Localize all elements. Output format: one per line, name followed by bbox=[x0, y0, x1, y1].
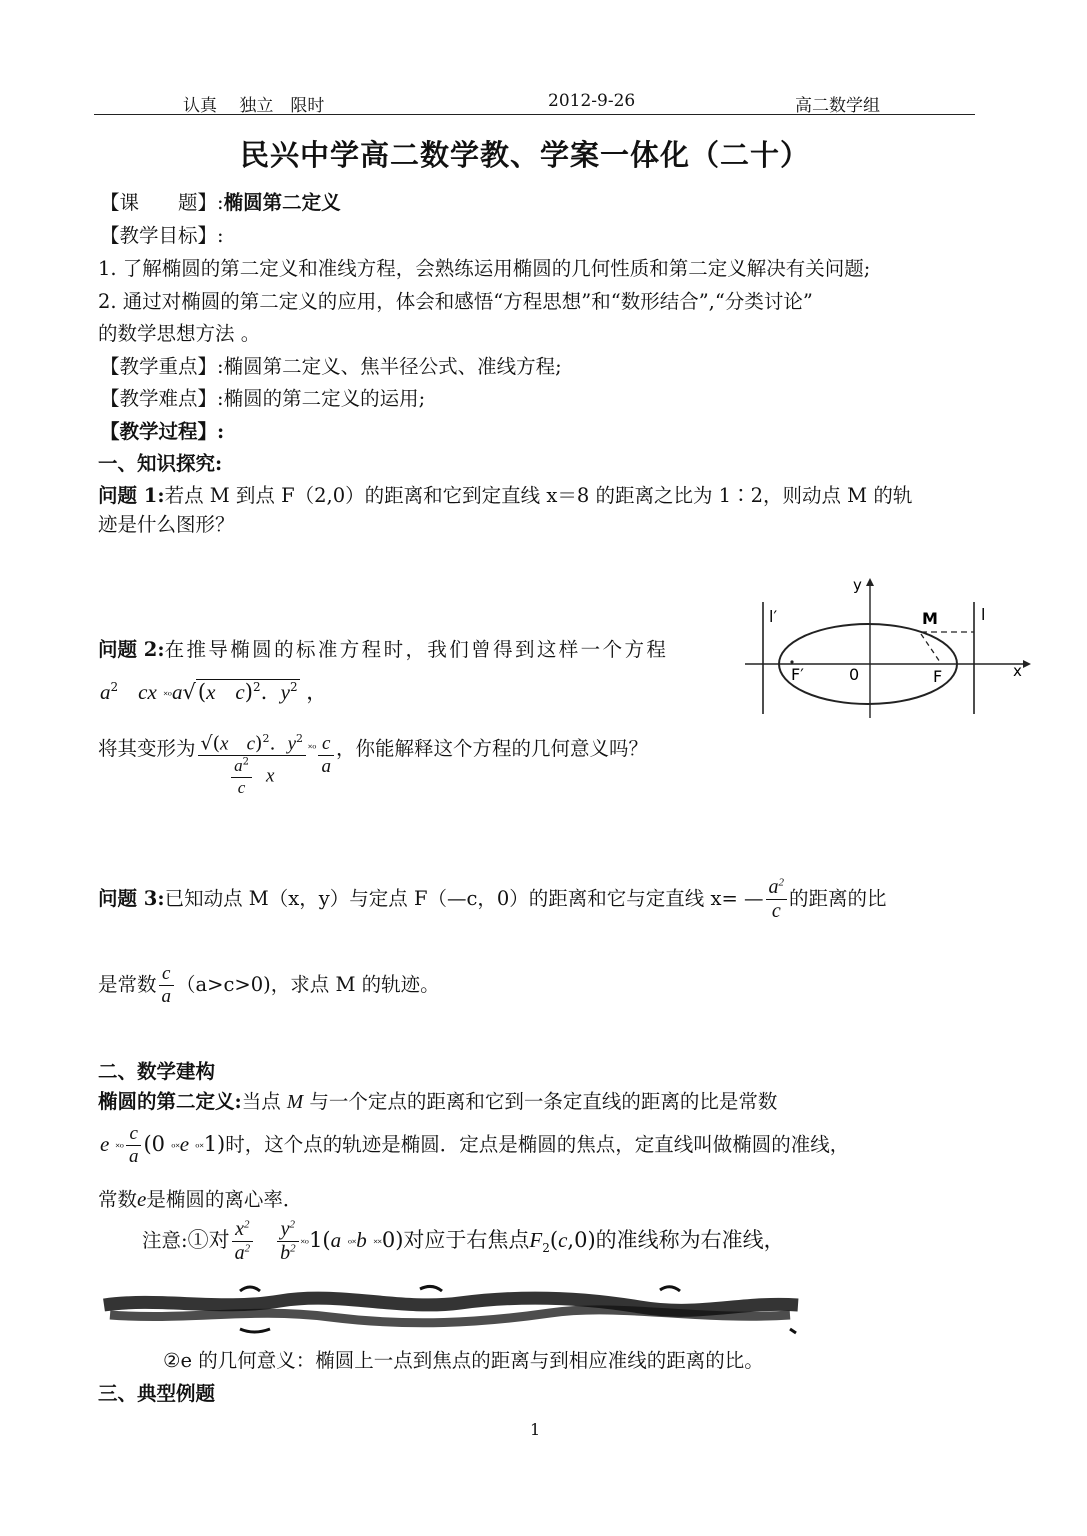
left-focus-point bbox=[790, 660, 793, 663]
section-2-heading: 二、数学建构 bbox=[98, 1060, 216, 1083]
objective-1: 1. 了解椭圆的第二定义和准线方程，会熟练运用椭圆的几何性质和第二定义解决有关问题; bbox=[98, 257, 871, 280]
definition-label: 椭圆的第二定义: bbox=[98, 1090, 242, 1113]
note-item-1-mid: 对应于右焦点 bbox=[403, 1228, 530, 1252]
difficulties-value: 椭圆的第二定义的运用; bbox=[223, 387, 426, 410]
section-1-heading: 一、知识探究: bbox=[98, 452, 223, 475]
x-axis-label: x bbox=[1013, 662, 1022, 680]
definition-line-c: 常数e是椭圆的离心率． bbox=[98, 1187, 303, 1211]
transform-suffix: ，你能解释这个方程的几何意义吗？ bbox=[335, 737, 648, 760]
question-1-text: 若点 M 到点 F（2,0）的距离和它到定直线 x＝8 的距离之比为 1∶2，则动点 M 的轨 bbox=[164, 484, 913, 507]
ratio-c-over-a: $\frac{c}{a}$ bbox=[318, 733, 334, 778]
question-3-text-b: 是常数 bbox=[98, 972, 157, 996]
question-2-line bbox=[98, 634, 668, 662]
definition-text-b: 时，这个点的轨迹是椭圆．定点是椭圆的焦点，定直线叫做椭圆的准线， bbox=[225, 1132, 850, 1156]
question-1-label: 问题 1: bbox=[98, 484, 165, 507]
header-left: 认真 独立 限时 bbox=[183, 96, 325, 116]
right-directrix-label: l bbox=[981, 605, 986, 624]
note-item-2: ②e 的几何意义：椭圆上一点到焦点的距离与到相应准线的距离的比。 bbox=[163, 1349, 764, 1372]
objective-2b: 的数学思想方法 。 bbox=[98, 322, 261, 345]
origin-label: 0 bbox=[849, 665, 860, 684]
c-over-a-fraction: $\frac{c}{a}$ bbox=[159, 963, 175, 1008]
header-right: 高二数学组 bbox=[795, 96, 880, 116]
transform-fraction: √(x c)$^2$. $y^2$ $\frac{a^2}{c}$ x bbox=[198, 733, 307, 797]
x-axis-arrow bbox=[1023, 660, 1031, 668]
difficulties-label: 【教学难点】: bbox=[100, 387, 224, 410]
process-label: 【教学过程】: bbox=[100, 420, 225, 443]
header-rule bbox=[94, 114, 975, 115]
definition-text-c: 常数 bbox=[98, 1188, 138, 1211]
question-2-label: 问题 2: bbox=[98, 638, 165, 661]
topic-label: 【课 题】: bbox=[100, 191, 224, 214]
definition-line-a: 椭圆的第二定义:当点 M 与一个定点的距离和它到一条定直线的距离的比是常数 bbox=[98, 1090, 778, 1113]
section-3-heading: 三、典型例题 bbox=[98, 1382, 216, 1405]
topic-line bbox=[100, 187, 341, 215]
key-points-value: 椭圆第二定义、焦半径公式、准线方程; bbox=[223, 355, 562, 378]
note-line-1: 注意:①对 $\frac{x^2}{a^2}$ $\frac{y^2}{b^2}$ ˟ᵒ1(a ᵒ˟b ˟˟0)对应于右焦点$F_2(c,0)$的准线称为右准线， bbox=[142, 1218, 785, 1264]
objectives-label: 【教学目标】: bbox=[100, 224, 224, 247]
key-points-line bbox=[100, 351, 562, 379]
question-3-label: 问题 3: bbox=[98, 887, 165, 910]
objective-2a: 2. 通过对椭圆的第二定义的应用，体会和感悟“方程思想”和“数形结合”,“分类讨论” bbox=[98, 290, 813, 313]
y-axis-arrow bbox=[866, 578, 874, 586]
transform-line: 将其变形为 √(x c)$^2$. $y^2$ $\frac{a^2}{c}$ x $^{˟ᵒ}$ $\frac{c}{a}$ ，你能解释这个方程的几何意义吗？ bbox=[98, 732, 648, 797]
left-directrix-label: l′ bbox=[769, 607, 778, 626]
key-points-label: 【教学重点】: bbox=[100, 355, 224, 378]
definition-text-a: 当点 bbox=[241, 1090, 281, 1113]
question-1-line-b: 迹是什么图形？ bbox=[98, 513, 235, 536]
point-m-label: M bbox=[922, 609, 938, 628]
question-3-line-b bbox=[98, 963, 440, 1008]
left-focus-label: F′ bbox=[791, 665, 804, 684]
equation-1-tail: ， bbox=[306, 680, 328, 704]
definition-text-a2: 与一个定点的距离和它到一条定直线的距离的比是常数 bbox=[309, 1090, 778, 1113]
equation-1: $a^2$ cx ˟ᵒa√(x c)$^2$. $y^2$ ， bbox=[100, 680, 328, 704]
ellipse-figure bbox=[745, 572, 1035, 722]
definition-line-b: e ˟ᵒ $\frac{c}{a}$ (0 ᵒ˟e ᵒ˟1)时，这个点的轨迹是椭圆．定点是椭圆的焦点，定直线叫做椭圆的准线， bbox=[100, 1123, 850, 1167]
header-date: 2012-9-26 bbox=[548, 91, 636, 111]
question-3-text-a: 已知动点 M（x，y）与定点 F（—c，0）的距离和它与定直线 x= — bbox=[164, 887, 764, 910]
question-1-line-a bbox=[98, 480, 912, 508]
a2-over-c-fraction: $\frac{a^2}{c}$ bbox=[766, 876, 788, 923]
difficulties-line bbox=[100, 383, 425, 411]
note-item-1-prefix: ①对 bbox=[187, 1228, 230, 1252]
page-number: 1 bbox=[530, 1420, 541, 1439]
question-3-text-b2: （a>c>0)，求点 M 的轨迹。 bbox=[176, 972, 440, 996]
distorted-equation-image bbox=[100, 1281, 800, 1337]
right-focus-label: F bbox=[933, 667, 943, 686]
note-item-1-suffix: 的准线称为右准线， bbox=[595, 1228, 785, 1252]
transform-prefix: 将其变形为 bbox=[98, 737, 196, 760]
note-label: 注意: bbox=[142, 1229, 188, 1252]
topic-value: 椭圆第二定义 bbox=[223, 191, 341, 214]
question-3-line-a bbox=[98, 876, 887, 923]
page-title: 民兴中学高二数学教、学案一体化（二十） bbox=[240, 138, 811, 172]
y-axis-label: y bbox=[853, 576, 862, 594]
question-3-text-a2: 的距离的比 bbox=[789, 887, 887, 910]
question-2-text: 在推导椭圆的标准方程时，我们曾得到这样一个方程 bbox=[164, 638, 669, 661]
definition-text-c2: 是椭圆的离心率． bbox=[146, 1188, 303, 1211]
